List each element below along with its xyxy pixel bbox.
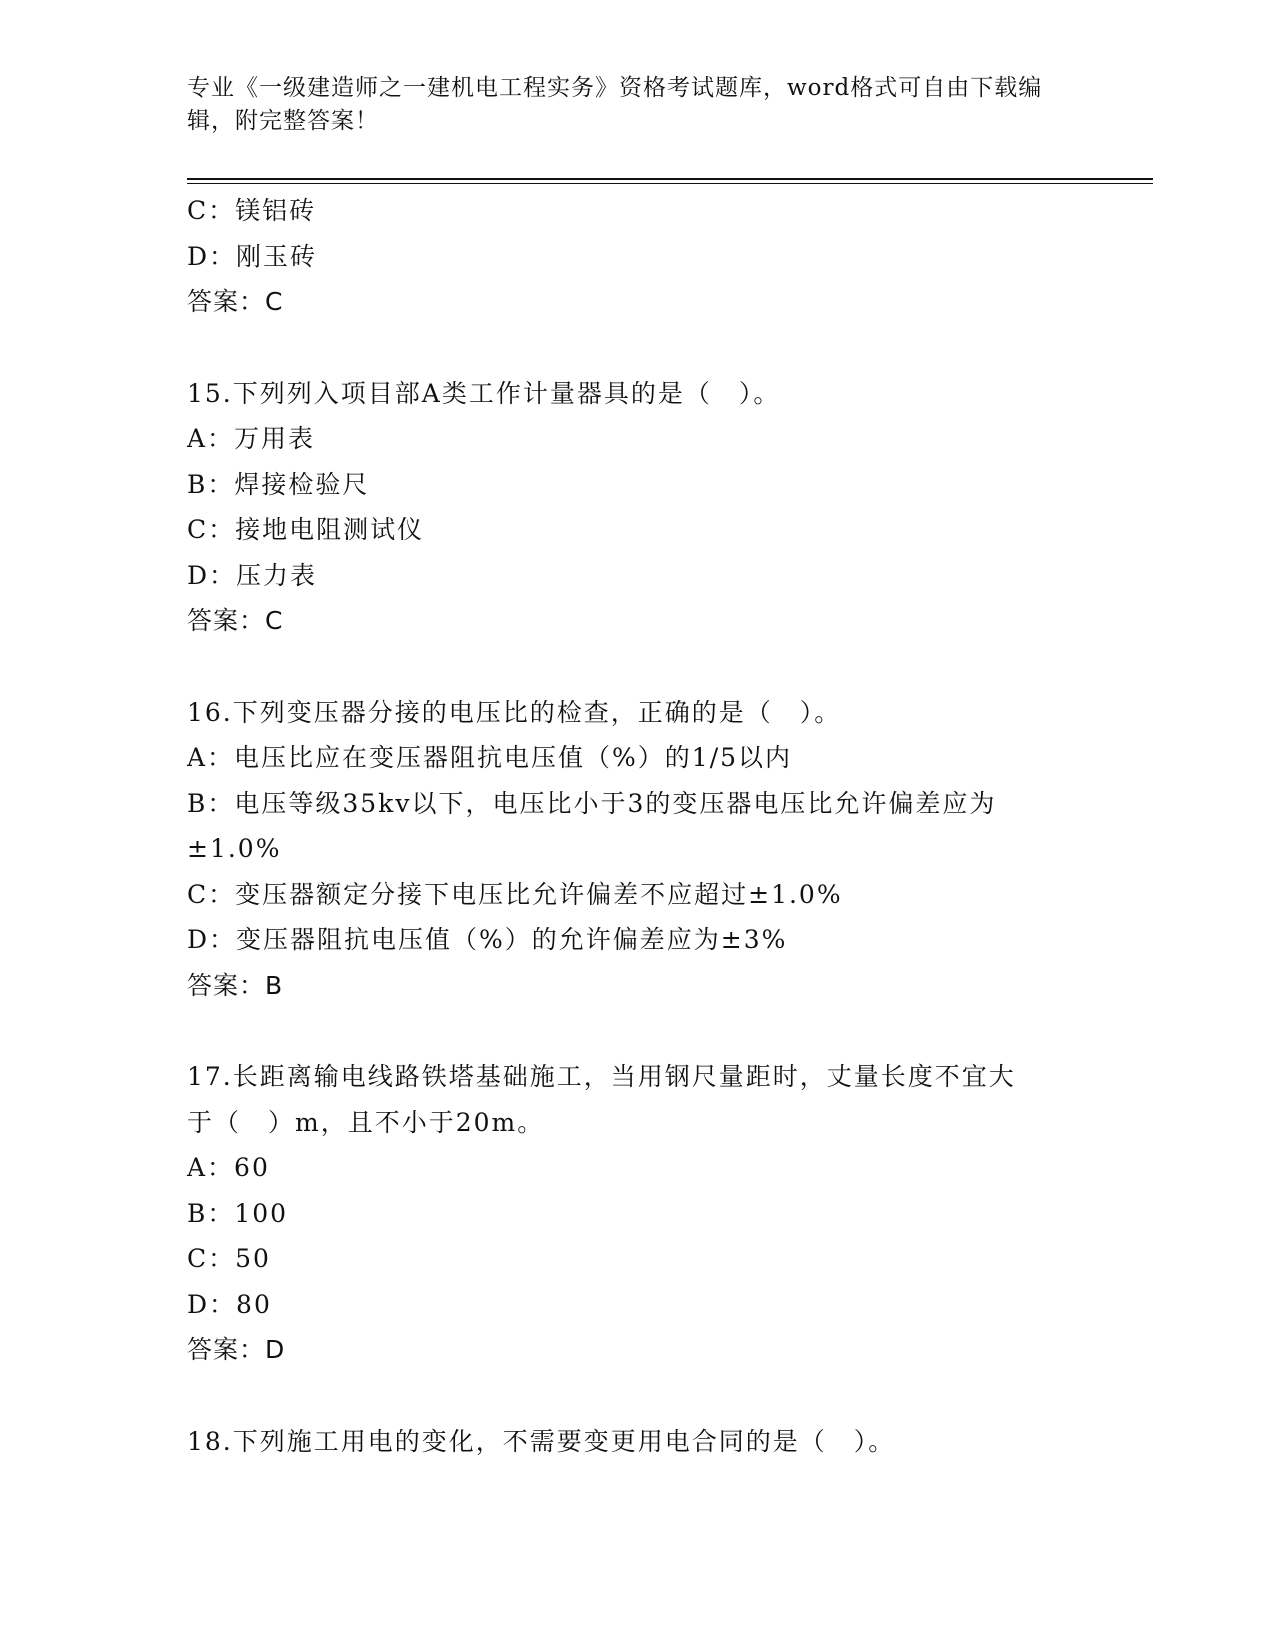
option-d: D：变压器阻抗电压值（%）的允许偏差应为±3% [187,925,788,954]
option-a: A：60 [187,1153,270,1182]
option-a: A：万用表 [187,424,316,453]
option-c: C：50 [187,1244,271,1273]
option-b: B：电压等级35kv以下，电压比小于3的变压器电压比允许偏差应为 [187,788,997,818]
question-stem-continued: 于（ ）m，且不小于20m。 [187,1107,545,1137]
question-15 [187,371,1087,644]
option-b: B：100 [187,1198,289,1228]
question-stem: 17.长距离输电线路铁塔基础施工，当用钢尺量距时，丈量长度不宜大 [187,1062,1016,1091]
option-d: D：压力表 [187,560,318,590]
header-line-2: 辑，附完整答案！ [187,108,379,134]
header-rule-thick [187,178,1153,180]
option-c: C：镁铝砖 [187,196,317,225]
answer: 答案：C [187,606,284,635]
option-b: B：焊接检验尺 [187,469,370,499]
question-list [187,188,1087,1464]
answer: 答案：B [187,970,284,1000]
header-line-1: 专业《一级建造师之一建机电工程实务》资格考试题库，word格式可自由下载编 [187,75,1043,101]
option-d: D：80 [187,1289,272,1319]
question-stem: 16.下列变压器分接的电压比的检查，正确的是（ ）。 [187,697,842,727]
option-d: D：刚玉砖 [187,241,318,271]
question-stem: 15.下列列入项目部A类工作计量器具的是（ ）。 [187,378,781,408]
document-header [187,72,1087,138]
header-rule-thin [187,183,1153,184]
option-b-continued: ±1.0% [187,834,282,863]
answer: 答案：D [187,1335,286,1364]
question-18 [187,1419,1087,1465]
question-17 [187,1054,1087,1373]
answer: 答案：C [187,287,284,316]
option-c: C：接地电阻测试仪 [187,515,425,544]
option-a: A：电压比应在变压器阻抗电压值（%）的1/5以内 [187,743,793,772]
option-c: C：变压器额定分接下电压比允许偏差不应超过±1.0% [187,879,843,909]
question-stem: 18.下列施工用电的变化，不需要变更用电合同的是（ ）。 [187,1426,896,1456]
previous-question [187,188,1087,325]
question-16 [187,690,1087,1009]
